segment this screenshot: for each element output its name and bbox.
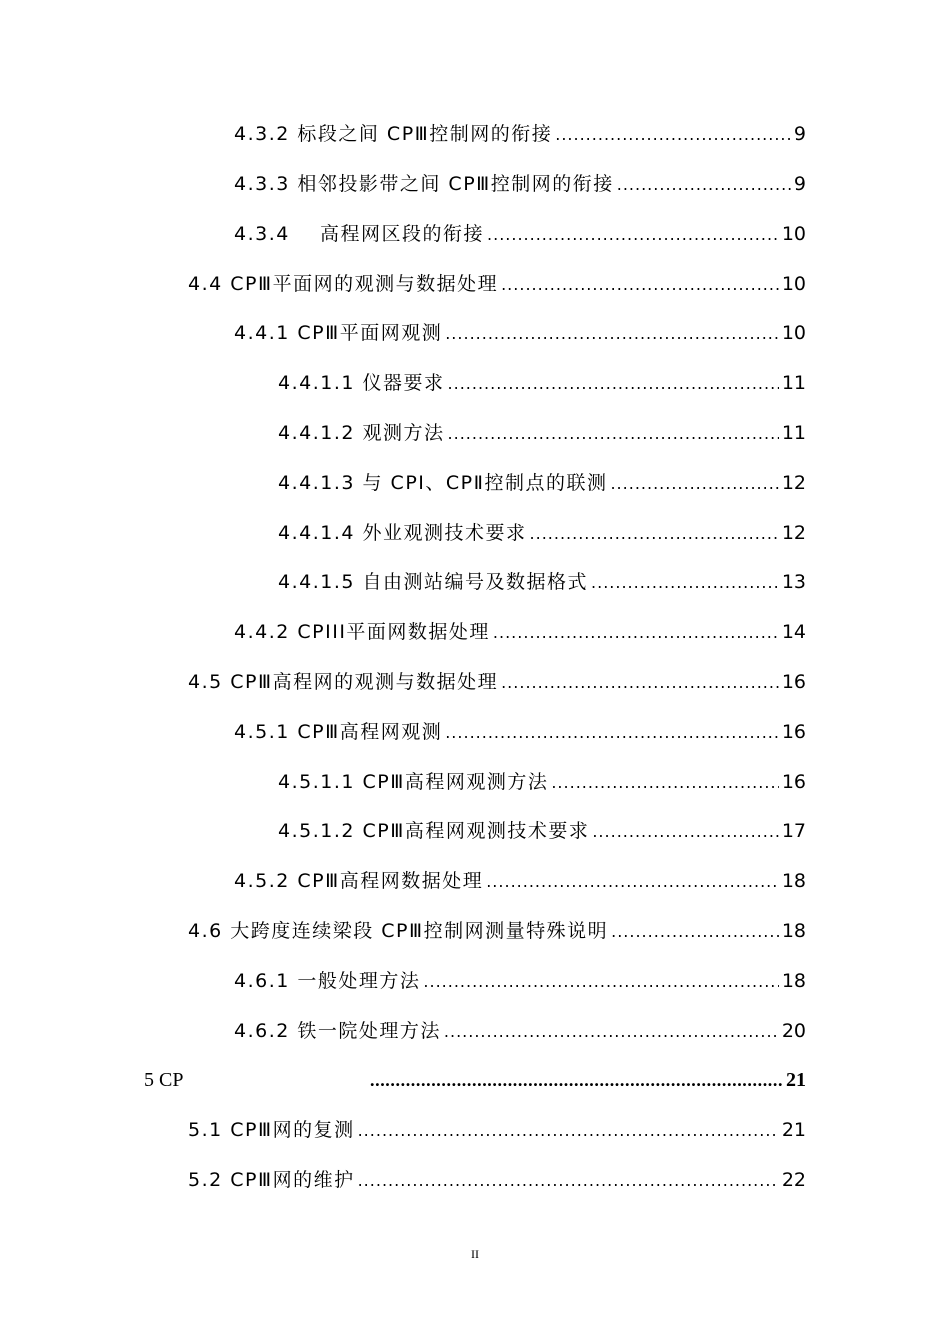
toc-entry-4-3-2[interactable]: [234, 119, 806, 149]
toc-page-number: 18: [781, 920, 806, 942]
toc-page-number: 10: [781, 273, 806, 295]
toc-entry-4-4-1-5[interactable]: [278, 567, 806, 597]
toc-entry-4-3-3[interactable]: [234, 169, 806, 199]
toc-entry-4-4-1-3[interactable]: [278, 468, 806, 498]
toc-page-number: 22: [781, 1169, 806, 1191]
toc-entry-4-4-1[interactable]: [234, 318, 806, 348]
toc-dot-leader: [501, 270, 779, 300]
toc-entry-5-1[interactable]: [188, 1115, 806, 1145]
toc-entry-4-4[interactable]: [188, 269, 806, 299]
toc-entry-title: 4.4.1.5 自由测站编号及数据格式: [278, 571, 589, 593]
toc-page-number: 20: [781, 1020, 806, 1042]
toc-page-number: 11: [781, 372, 806, 394]
toc-entry-4-5-1-2[interactable]: [278, 816, 806, 846]
toc-entry-title: 4.4.1.2 观测方法: [278, 422, 445, 444]
toc-dot-leader: [501, 668, 779, 698]
page-number-footer: II: [471, 1247, 479, 1261]
toc-page-number: 21: [781, 1119, 806, 1141]
toc-dot-leader: [486, 867, 779, 897]
toc-dot-leader: [617, 170, 791, 200]
toc-entry-title: 4.5.2 CPⅢ高程网数据处理: [234, 870, 484, 892]
toc-entry-4-6-2[interactable]: [234, 1016, 806, 1046]
toc-entry-title: 4.3.3 相邻投影带之间 CPⅢ控制网的衔接: [234, 173, 614, 195]
toc-dot-leader: [444, 1017, 779, 1047]
toc-page-number: 18: [781, 970, 806, 992]
toc-entry-title: 4.3.4 高程网区段的衔接: [234, 223, 485, 245]
toc-dot-leader: [448, 419, 779, 449]
toc-page-number: 10: [781, 322, 806, 344]
toc-entry-4-6[interactable]: [188, 916, 806, 946]
toc-dot-leader: [358, 1166, 779, 1196]
toc-entry-title: 4.4.1.3 与 CPⅠ、CPⅡ控制点的联测: [278, 472, 608, 494]
toc-entry-title: 4.6 大跨度连续梁段 CPⅢ控制网测量特殊说明: [188, 920, 609, 942]
toc-entry-4-4-1-1[interactable]: [278, 368, 806, 398]
toc-dot-leader: [370, 1065, 783, 1095]
toc-entry-title: 5 CP: [144, 1069, 184, 1091]
toc-page-number: 17: [781, 820, 806, 842]
toc-entry-title: 4.4.1 CPⅢ平面网观测: [234, 322, 443, 344]
toc-dot-leader: [591, 568, 779, 598]
toc-entry-4-5[interactable]: [188, 667, 806, 697]
toc-entry-title: 4.4.2 CPIII平面网数据处理: [234, 621, 490, 643]
toc-dot-leader: [445, 319, 779, 349]
toc-entry-4-5-1-1[interactable]: [278, 767, 806, 797]
toc-entry-4-4-1-4[interactable]: [278, 518, 806, 548]
toc-entry-5-2[interactable]: [188, 1165, 806, 1195]
toc-dot-leader: [423, 967, 778, 997]
toc-entry-4-3-4[interactable]: [234, 219, 806, 249]
toc-entry-title: 4.4 CPⅢ平面网的观测与数据处理: [188, 273, 499, 295]
toc-page-number: 11: [781, 422, 806, 444]
toc-entry-4-6-1[interactable]: [234, 966, 806, 996]
toc-entry-title: 4.5.1.2 CPⅢ高程网观测技术要求: [278, 820, 590, 842]
toc-entry-title: 5.2 CPⅢ网的维护: [188, 1169, 355, 1191]
toc-dot-leader: [493, 618, 779, 648]
toc-entry-4-4-1-2[interactable]: [278, 418, 806, 448]
toc-dot-leader: [487, 220, 779, 250]
toc-dot-leader: [358, 1116, 779, 1146]
toc-page-number: 16: [781, 771, 806, 793]
toc-page-number: 13: [781, 571, 806, 593]
toc-entry-title: 4.3.2 标段之间 CPⅢ控制网的衔接: [234, 123, 553, 145]
toc-entry-title: 4.4.1.1 仪器要求: [278, 372, 445, 394]
toc-dot-leader: [610, 469, 778, 499]
toc-page-number: 12: [781, 522, 806, 544]
toc-entry-title: 4.5 CPⅢ高程网的观测与数据处理: [188, 671, 499, 693]
toc-dot-leader: [611, 917, 779, 947]
toc-page-number: 9: [793, 123, 806, 145]
toc-entry-title: 4.5.1 CPⅢ高程网观测: [234, 721, 443, 743]
toc-entry-title: 4.6.1 一般处理方法: [234, 970, 421, 992]
toc-dot-leader: [445, 718, 779, 748]
toc-entry-title: 4.4.1.4 外业观测技术要求: [278, 522, 527, 544]
toc-page-number: 16: [781, 721, 806, 743]
toc-page-number: 18: [781, 870, 806, 892]
toc-dot-leader: [551, 768, 778, 798]
toc-entry-4-5-2[interactable]: [234, 866, 806, 896]
toc-entry-chapter-5[interactable]: [144, 1065, 806, 1095]
toc-page-number: 12: [781, 472, 806, 494]
toc-dot-leader: [592, 817, 778, 847]
toc-page-number: 21: [786, 1069, 806, 1091]
toc-entry-title: 4.6.2 铁一院处理方法: [234, 1020, 441, 1042]
toc-page-number: 9: [793, 173, 806, 195]
toc-dot-leader: [530, 519, 779, 549]
toc-entry-4-4-2[interactable]: [234, 617, 806, 647]
toc-dot-leader: [555, 120, 791, 150]
toc-page-number: 10: [781, 223, 806, 245]
toc-page-number: 16: [781, 671, 806, 693]
toc-entry-title: 5.1 CPⅢ网的复测: [188, 1119, 355, 1141]
toc-dot-leader: [448, 369, 779, 399]
toc-entry-title: 4.5.1.1 CPⅢ高程网观测方法: [278, 771, 549, 793]
toc-page-number: 14: [781, 621, 806, 643]
toc-entry-4-5-1[interactable]: [234, 717, 806, 747]
